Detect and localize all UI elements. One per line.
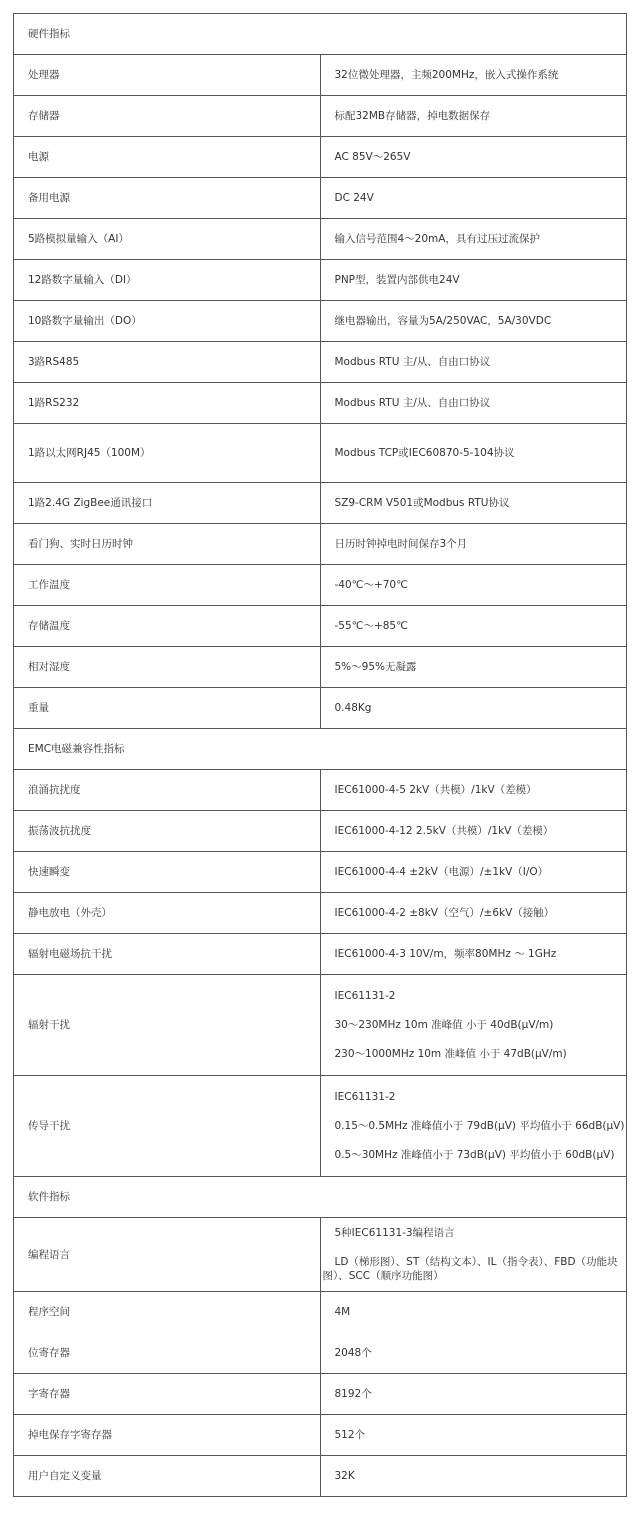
row-label: 程序空间 [14,1292,321,1333]
row-label: 1路以太网RJ45（100M） [14,424,321,483]
limit-line: 230～1000MHz 10m 准峰值 小于 47dB(μV/m) [334,1048,567,1060]
row-value: IEC61000-4-12 2.5kV（共模）/1kV（差模） [320,811,627,852]
table-row [14,219,627,260]
row-label: 相对湿度 [14,647,321,688]
row-label: 12路数字量输入（DI） [14,260,321,301]
row-label: 处理器 [14,55,321,96]
row-value: IEC61000-4-5 2kV（共模）/1kV（差模） [320,770,627,811]
specifications-table [13,13,627,1497]
table-row [14,893,627,934]
row-value: Modbus RTU 主/从、自由口协议 [320,342,627,383]
row-value: PNP型，装置内部供电24V [320,260,627,301]
row-label: 看门狗、实时日历时钟 [14,524,321,565]
row-label: 10路数字量输出（DO） [14,301,321,342]
table-row [14,260,627,301]
row-value: 5%～95%无凝露 [320,647,627,688]
table-row [14,137,627,178]
section-emc: EMC电磁兼容性指标 [14,729,627,770]
row-value: 0.48Kg [320,688,627,729]
row-value: IEC61000-4-4 ±2kV（电源）/±1kV（I/O） [320,852,627,893]
table-row [14,342,627,383]
row-label: 字寄存器 [14,1374,321,1415]
table-row [14,1456,627,1497]
table-row [14,1333,627,1374]
row-value: 输入信号范围4～20mA，具有过压过流保护 [320,219,627,260]
row-label: 1路RS232 [14,383,321,424]
row-label: 5路模拟量输入（AI） [14,219,321,260]
row-label: 辐射电磁场抗干扰 [14,934,321,975]
limit-line: 0.15～0.5MHz 准峰值小于 79dB(μV) 平均值小于 66dB(μV) [334,1120,625,1132]
row-value: Modbus TCP或IEC60870-5-104协议 [320,424,627,483]
row-value: 日历时钟掉电时间保存3个月 [320,524,627,565]
table-row [14,565,627,606]
section-header-row [14,14,627,55]
row-value: 512个 [320,1415,627,1456]
table-row [14,1292,627,1333]
table-row [14,1415,627,1456]
table-row [14,1218,627,1292]
row-label: 传导干扰 [14,1076,321,1177]
row-label: 掉电保存字寄存器 [14,1415,321,1456]
table-row [14,934,627,975]
table-row [14,524,627,565]
row-label: 工作温度 [14,565,321,606]
table-row [14,483,627,524]
table-row [14,811,627,852]
row-label: 1路2.4G ZigBee通讯接口 [14,483,321,524]
table-row [14,55,627,96]
row-value: SZ9-CRM V501或Modbus RTU协议 [320,483,627,524]
section-header-row [14,1177,627,1218]
row-label: 重量 [14,688,321,729]
radiated-interference-values [320,975,627,1076]
languages-line: 5种IEC61131-3编程语言 [334,1227,455,1239]
table-row [14,1076,627,1177]
row-label: 静电放电（外壳） [14,893,321,934]
table-row [14,770,627,811]
row-value: -55℃～+85℃ [320,606,627,647]
row-value: IEC61000-4-2 ±8kV（空气）/±6kV（接触） [320,893,627,934]
row-label: 用户自定义变量 [14,1456,321,1497]
limit-line: 30～230MHz 10m 准峰值 小于 40dB(μV/m) [334,1019,554,1031]
row-label: 存储器 [14,96,321,137]
row-value: IEC61000-4-3 10V/m，频率80MHz ～ 1GHz [320,934,627,975]
table-row [14,852,627,893]
table-row [14,975,627,1076]
standard-line: IEC61131-2 [334,990,396,1002]
languages-list: LD（梯形图）、ST（结构文本）、IL（指令表）、FBD（功能块图）、SCC（顺序功能图） [322,1256,618,1282]
row-value: 标配32MB存储器，掉电数据保存 [320,96,627,137]
table-row [14,424,627,483]
programming-values [320,1218,627,1292]
table-row [14,96,627,137]
row-label: 存储温度 [14,606,321,647]
row-label: 快速瞬变 [14,852,321,893]
section-software: 软件指标 [14,1177,627,1218]
table-row [14,647,627,688]
row-value: AC 85V～265V [320,137,627,178]
table-row [14,1374,627,1415]
conducted-interference-values [320,1076,627,1177]
limit-line: 0.5～30MHz 准峰值小于 73dB(μV) 平均值小于 60dB(μV) [334,1149,615,1161]
row-value: Modbus RTU 主/从、自由口协议 [320,383,627,424]
row-label: 浪涌抗扰度 [14,770,321,811]
row-value: DC 24V [320,178,627,219]
section-header-row [14,729,627,770]
table-row [14,383,627,424]
table-row [14,301,627,342]
section-hardware: 硬件指标 [14,14,627,55]
row-label: 振荡波抗扰度 [14,811,321,852]
row-value: 2048个 [320,1333,627,1374]
row-label: 备用电源 [14,178,321,219]
row-label: 辐射干扰 [14,975,321,1076]
row-label: 编程语言 [14,1218,321,1292]
row-label: 3路RS485 [14,342,321,383]
row-value: 8192个 [320,1374,627,1415]
table-row [14,178,627,219]
row-value: -40℃～+70℃ [320,565,627,606]
row-label: 电源 [14,137,321,178]
row-label: 位寄存器 [14,1333,321,1374]
table-row [14,606,627,647]
row-value: 32K [320,1456,627,1497]
row-value: 4M [320,1292,627,1333]
table-row [14,688,627,729]
row-value: 继电器输出，容量为5A/250VAC，5A/30VDC [320,301,627,342]
row-value: 32位微处理器，主频200MHz，嵌入式操作系统 [320,55,627,96]
standard-line: IEC61131-2 [334,1091,396,1103]
